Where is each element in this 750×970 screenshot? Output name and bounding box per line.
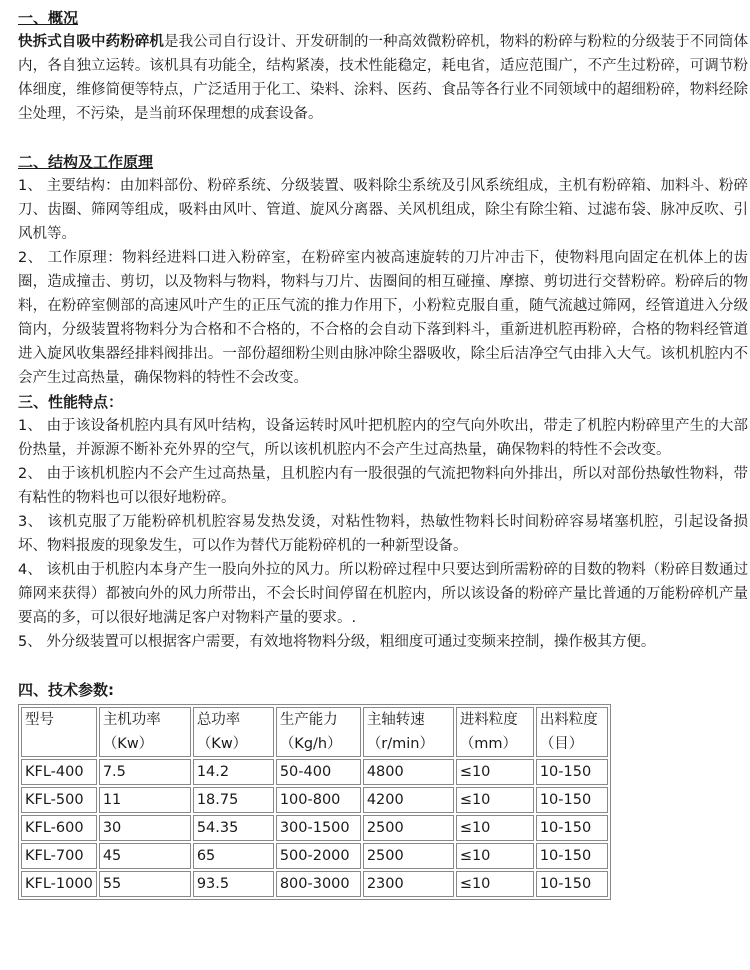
model-cell: KFL-400 [21, 759, 97, 785]
principle-paragraph: 2、 工作原理：物料经进料口进入粉碎室，在粉碎室内被高速旋转的刀片冲击下，使物料甩向固定在机体上的齿圈，造成撞击、剪切，以及物料与物料，物料与刀片、齿圈间的相互碰撞、摩擦、剪切进行交替粉碎。粉碎后的物料，在粉碎室侧部的高速风叶产生的正压气流的推力作用下，小粉粒克服自重，随气流越过筛网，经管道进入分级筒内，分级装置将物料分为合格和不合格的，不合格的会自动下落到料斗，重新进机腔再粉碎，合格的物料经管道进入旋风收集器经排料阀排出。一部份超细粉尘则由脉冲除尘器吸收，除尘后洁净空气由排入大气。该机机腔内不会产生过高热量，确保物料的特性不会改变。 [18, 250, 748, 386]
table-cell: 50-400 [276, 759, 361, 785]
table-header-row [21, 707, 608, 757]
table-cell: 800-3000 [276, 871, 361, 897]
header-cell: 总功率 （Kw） [193, 707, 274, 757]
model-cell: KFL-500 [21, 787, 97, 813]
table-row [21, 815, 608, 841]
header-cell: 出料粒度 （目） [536, 707, 608, 757]
table-cell: 10-150 [536, 815, 608, 841]
table-cell: ≤10 [456, 759, 534, 785]
section-heading-features: 三、性能特点： [18, 393, 124, 411]
section-heading-structure: 二、结构及工作原理 [18, 153, 154, 171]
params-table [18, 704, 611, 900]
table-cell: 45 [99, 843, 191, 869]
table-cell: 2500 [363, 815, 454, 841]
table-cell: 54.35 [193, 815, 274, 841]
overview-text: 是我公司自行设计、开发研制的一种高效微粉碎机，物料的粉碎与粉粒的分级装于不同筒体内，各自独立运转。该机具有功能全，结构紧凑，技术性能稳定，耗电省，适应范围广，不产生过粉碎，可调节粉体细度，维修简便等特点，广泛适用于化工、染料、涂料、医药、食品等各行业不同领域中的超细粉碎，物料经除尘处理，不污染，是当前环保理想的成套设备。 [18, 34, 749, 122]
table-cell: 10-150 [536, 759, 608, 785]
feature-item: 3、 该机克服了万能粉碎机机腔容易发热发烫，对粘性物料，热敏性物料长时间粉碎容易堵塞机腔，引起设备损坏、物料报废的现象发生，可以作为替代万能粉碎机的一种新型设备。 [18, 514, 748, 554]
table-row [21, 759, 608, 785]
table-cell: 4200 [363, 787, 454, 813]
table-cell: 30 [99, 815, 191, 841]
table-cell: ≤10 [456, 815, 534, 841]
table-cell: 2500 [363, 843, 454, 869]
product-name: 快拆式自吸中药粉碎机 [18, 34, 165, 50]
model-cell: KFL-700 [21, 843, 97, 869]
structure-paragraph: 1、 主要结构：由加料部份、粉碎系统、分级装置、吸料除尘系统及引风系统组成，主机有粉碎箱、加料斗、粉碎刀、齿圈、筛网等组成，吸料由风叶、管道、旋风分离器、关风机组成，除尘有除尘箱、过滤布袋、脉冲反吹、引风机等。 [18, 178, 748, 242]
table-cell: 10-150 [536, 871, 608, 897]
header-cell: 进料粒度 （mm） [456, 707, 534, 757]
header-cell: 主机功率 （Kw） [99, 707, 191, 757]
table-cell: ≤10 [456, 871, 534, 897]
table-cell: 4800 [363, 759, 454, 785]
table-cell: 18.75 [193, 787, 274, 813]
table-cell: 7.5 [99, 759, 191, 785]
header-cell: 型号 [21, 707, 97, 757]
section-heading-params: 四、技术参数: [18, 681, 114, 699]
table-cell: 10-150 [536, 843, 608, 869]
section-heading-overview: 一、概况 [18, 9, 79, 27]
header-cell: 生产能力 （Kg/h） [276, 707, 361, 757]
table-row [21, 843, 608, 869]
table-row [21, 871, 608, 897]
feature-item: 4、 该机由于机腔内本身产生一股向外拉的风力。所以粉碎过程中只要达到所需粉碎的目数的物料（粉碎目数通过筛网来获得）都被向外的风力所带出，不会长时间停留在机腔内，所以该设备的粉碎产量比普通的万能粉碎机产量要高的多，可以很好地满足客户对物料产量的要求。. [18, 562, 748, 626]
table-cell: 100-800 [276, 787, 361, 813]
feature-item: 5、 外分级装置可以根据客户需要，有效地将物料分级，粗细度可通过变频来控制，操作极其方便。 [18, 634, 656, 650]
feature-item: 1、 由于该设备机腔内具有风叶结构，设备运转时风叶把机腔内的空气向外吹出，带走了机腔内粉碎里产生的大部份热量，并源源不断补充外界的空气，所以该机机腔内不会产生过高热量，确保物料的特性不会改变。 [18, 418, 748, 458]
table-cell: 93.5 [193, 871, 274, 897]
table-cell: 300-1500 [276, 815, 361, 841]
table-cell: ≤10 [456, 843, 534, 869]
table-cell: 500-2000 [276, 843, 361, 869]
model-cell: KFL-600 [21, 815, 97, 841]
overview-paragraph [18, 30, 748, 126]
header-cell: 主轴转速 （r/min） [363, 707, 454, 757]
table-cell: 14.2 [193, 759, 274, 785]
model-cell: KFL-1000 [21, 871, 97, 897]
table-cell: 55 [99, 871, 191, 897]
table-cell: 10-150 [536, 787, 608, 813]
table-cell: 2300 [363, 871, 454, 897]
table-row [21, 787, 608, 813]
feature-item: 2、 由于该机机腔内不会产生过高热量，且机腔内有一股很强的气流把物料向外排出，所以对部份热敏性物料，带有粘性的物料也可以很好地粉碎。 [18, 466, 748, 506]
table-cell: 11 [99, 787, 191, 813]
table-cell: ≤10 [456, 787, 534, 813]
table-cell: 65 [193, 843, 274, 869]
